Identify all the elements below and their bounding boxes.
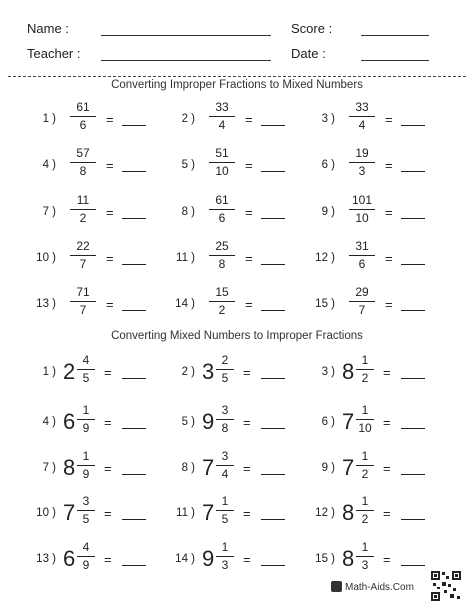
improper-fraction [207,146,237,179]
answer-blank[interactable] [122,519,146,520]
improper-fraction-problem [161,285,291,325]
denominator: 7 [79,257,87,271]
equals-sign: = [385,297,393,312]
denominator: 9 [82,421,90,435]
problem-number: 15 ) [315,298,335,310]
qr-code-icon [430,570,462,602]
denominator: 10 [215,164,229,178]
improper-fraction [347,193,377,226]
mixed-number-problem [161,449,291,489]
answer-blank[interactable] [401,565,425,566]
denominator: 9 [82,467,90,481]
denominator: 4 [358,118,366,132]
numerator: 57 [76,146,90,160]
equals-sign: = [106,297,114,312]
mixed-number-problem [301,494,431,534]
fraction-bar [77,465,95,466]
equals-sign: = [243,415,251,430]
problem-number: 11 ) [176,507,195,519]
fraction-bar [216,369,234,370]
proper-fraction [76,353,96,386]
numerator: 33 [215,100,229,114]
numerator: 33 [355,100,369,114]
fraction-bar [70,116,96,117]
answer-blank[interactable] [401,264,425,265]
improper-fraction-problem [301,146,431,186]
problem-number: 5 ) [181,416,195,428]
math-aids-logo-icon [331,581,342,592]
mixed-number-problem [22,540,152,580]
problem-number: 4 ) [42,416,56,428]
equals-sign: = [243,365,251,380]
answer-blank[interactable] [261,218,285,219]
fraction-bar [70,162,96,163]
problem-number: 7 ) [42,462,56,474]
section1-title: Converting Improper Fractions to Mixed Numbers [111,79,363,91]
whole-number: 8 [63,455,76,480]
numerator: 29 [355,285,369,299]
problem-number: 12 ) [315,507,335,519]
improper-fraction-problem [22,100,152,140]
denominator: 6 [358,257,366,271]
problem-number: 4 ) [42,159,56,171]
fraction-bar [349,209,375,210]
problem-number: 12 ) [315,252,335,264]
whole-number: 6 [63,546,76,571]
mixed-number-problem [301,540,431,580]
answer-blank[interactable] [401,474,425,475]
denominator: 5 [82,512,90,526]
improper-fraction-problem [301,100,431,140]
teacher-label: Teacher : [27,46,81,61]
fraction-bar [209,255,235,256]
whole-number: 7 [202,455,215,480]
equals-sign: = [104,461,112,476]
problem-number: 3 ) [321,113,335,125]
whole-number: 7 [342,455,355,480]
date-field[interactable] [361,60,429,61]
problem-number: 9 ) [321,462,335,474]
improper-fraction-problem [161,100,291,140]
numerator: 31 [355,239,369,253]
improper-fraction-problem [161,239,291,279]
fraction-bar [356,419,374,420]
answer-blank[interactable] [261,378,285,379]
answer-blank[interactable] [122,565,146,566]
fraction-bar [209,162,235,163]
problem-number: 3 ) [321,366,335,378]
equals-sign: = [243,552,251,567]
denominator: 4 [218,118,226,132]
denominator: 5 [82,371,90,385]
equals-sign: = [243,461,251,476]
problem-number: 2 ) [181,113,195,125]
denominator: 5 [221,371,229,385]
mixed-number-problem [22,353,152,393]
problem-number: 8 ) [181,206,195,218]
mixed-number-problem [22,403,152,443]
equals-sign: = [385,205,393,220]
mixed-number-problem [301,353,431,393]
fraction-bar [356,510,374,511]
improper-fraction [347,100,377,133]
improper-fraction [207,285,237,318]
equals-sign: = [245,112,253,127]
equals-sign: = [245,158,253,173]
improper-fraction [68,146,98,179]
numerator: 51 [215,146,229,160]
numerator: 22 [76,239,90,253]
mixed-number-problem [161,353,291,393]
numerator: 19 [355,146,369,160]
fraction-bar [209,301,235,302]
numerator: 1 [82,449,90,463]
mixed-number-problem [22,494,152,534]
improper-fraction [207,239,237,272]
answer-blank[interactable] [401,125,425,126]
problem-number: 15 ) [315,553,335,565]
answer-blank[interactable] [122,474,146,475]
equals-sign: = [245,205,253,220]
date-label: Date : [291,46,326,61]
whole-number: 8 [342,359,355,384]
name-label: Name : [27,21,69,36]
equals-sign: = [106,205,114,220]
denominator: 10 [358,421,372,435]
mixed-number-problem [22,449,152,489]
equals-sign: = [106,251,114,266]
problem-number: 8 ) [181,462,195,474]
equals-sign: = [243,506,251,521]
denominator: 4 [221,467,229,481]
answer-blank[interactable] [261,565,285,566]
answer-blank[interactable] [122,310,146,311]
whole-number: 8 [342,500,355,525]
fraction-bar [70,255,96,256]
fraction-bar [209,116,235,117]
denominator: 7 [358,303,366,317]
fraction-bar [356,465,374,466]
improper-fraction-problem [22,193,152,233]
proper-fraction [76,494,96,527]
proper-fraction [215,494,235,527]
numerator: 1 [221,494,229,508]
numerator: 15 [215,285,229,299]
whole-number: 9 [202,546,215,571]
improper-fraction-problem [301,285,431,325]
header-divider [8,76,466,77]
score-field[interactable] [361,35,429,36]
fraction-bar [70,301,96,302]
score-label: Score : [291,21,333,36]
problem-number: 10 ) [36,507,56,519]
problem-number: 6 ) [321,159,335,171]
mixed-number-problem [161,494,291,534]
denominator: 2 [361,512,369,526]
answer-blank[interactable] [261,519,285,520]
problem-number: 14 ) [175,298,195,310]
improper-fraction-problem [301,193,431,233]
numerator: 71 [76,285,90,299]
improper-fraction [207,100,237,133]
equals-sign: = [106,112,114,127]
equals-sign: = [383,365,391,380]
problem-number: 13 ) [36,298,56,310]
mixed-number-problem [161,540,291,580]
fraction-bar [349,255,375,256]
denominator: 2 [218,303,226,317]
numerator: 1 [361,494,369,508]
improper-fraction [68,239,98,272]
numerator: 3 [221,449,229,463]
denominator: 10 [355,211,369,225]
equals-sign: = [383,506,391,521]
equals-sign: = [383,461,391,476]
denominator: 6 [79,118,87,132]
answer-blank[interactable] [401,378,425,379]
fraction-bar [77,369,95,370]
denominator: 5 [221,512,229,526]
equals-sign: = [385,251,393,266]
answer-blank[interactable] [122,218,146,219]
proper-fraction [355,449,375,482]
fraction-bar [77,556,95,557]
answer-blank[interactable] [401,171,425,172]
problem-number: 2 ) [181,366,195,378]
equals-sign: = [104,415,112,430]
numerator: 1 [361,403,369,417]
numerator: 101 [351,193,373,207]
equals-sign: = [245,297,253,312]
improper-fraction-problem [161,146,291,186]
problem-number: 1 ) [42,366,56,378]
mixed-number-problem [301,403,431,443]
answer-blank[interactable] [122,125,146,126]
equals-sign: = [245,251,253,266]
answer-blank[interactable] [122,171,146,172]
denominator: 2 [79,211,87,225]
answer-blank[interactable] [401,519,425,520]
denominator: 2 [361,371,369,385]
fraction-bar [216,465,234,466]
fraction-bar [209,209,235,210]
answer-blank[interactable] [261,125,285,126]
fraction-bar [216,510,234,511]
problem-number: 7 ) [42,206,56,218]
footer-brand: Math-Aids.Com [345,582,414,593]
equals-sign: = [383,415,391,430]
improper-fraction [347,285,377,318]
equals-sign: = [385,158,393,173]
whole-number: 7 [202,500,215,525]
proper-fraction [215,449,235,482]
improper-fraction [347,146,377,179]
answer-blank[interactable] [122,378,146,379]
fraction-bar [349,116,375,117]
numerator: 2 [221,353,229,367]
numerator: 1 [361,353,369,367]
proper-fraction [355,540,375,573]
fraction-bar [216,556,234,557]
proper-fraction [76,449,96,482]
fraction-bar [70,209,96,210]
improper-fraction-problem [161,193,291,233]
equals-sign: = [106,158,114,173]
whole-number: 6 [63,409,76,434]
equals-sign: = [385,112,393,127]
proper-fraction [215,353,235,386]
whole-number: 3 [202,359,215,384]
whole-number: 8 [342,546,355,571]
answer-blank[interactable] [261,310,285,311]
fraction-bar [77,419,95,420]
proper-fraction [355,494,375,527]
proper-fraction [76,403,96,436]
improper-fraction-problem [22,285,152,325]
mixed-number-problem [301,449,431,489]
equals-sign: = [104,506,112,521]
answer-blank[interactable] [261,264,285,265]
answer-blank[interactable] [261,474,285,475]
improper-fraction-problem [22,239,152,279]
problem-number: 9 ) [321,206,335,218]
name-field[interactable] [101,35,271,36]
whole-number: 2 [63,359,76,384]
whole-number: 7 [342,409,355,434]
answer-blank[interactable] [122,264,146,265]
improper-fraction [68,193,98,226]
equals-sign: = [383,552,391,567]
whole-number: 9 [202,409,215,434]
denominator: 7 [79,303,87,317]
denominator: 3 [358,164,366,178]
denominator: 3 [221,558,229,572]
equals-sign: = [104,552,112,567]
fraction-bar [356,556,374,557]
numerator: 1 [221,540,229,554]
problem-number: 13 ) [36,553,56,565]
fraction-bar [216,419,234,420]
denominator: 6 [218,211,226,225]
fraction-bar [77,510,95,511]
improper-fraction-problem [301,239,431,279]
problem-number: 5 ) [181,159,195,171]
section2-title: Converting Mixed Numbers to Improper Fractions [111,330,363,342]
numerator: 1 [361,449,369,463]
numerator: 61 [76,100,90,114]
denominator: 8 [221,421,229,435]
problem-number: 6 ) [321,416,335,428]
fraction-bar [349,301,375,302]
numerator: 3 [221,403,229,417]
numerator: 1 [82,403,90,417]
numerator: 4 [82,353,90,367]
teacher-field[interactable] [101,60,271,61]
equals-sign: = [104,365,112,380]
improper-fraction-problem [22,146,152,186]
denominator: 2 [361,467,369,481]
denominator: 3 [361,558,369,572]
whole-number: 7 [63,500,76,525]
proper-fraction [355,353,375,386]
numerator: 61 [215,193,229,207]
numerator: 25 [215,239,229,253]
numerator: 3 [82,494,90,508]
improper-fraction [68,100,98,133]
proper-fraction [215,403,235,436]
mixed-number-problem [161,403,291,443]
proper-fraction [76,540,96,573]
problem-number: 10 ) [36,252,56,264]
answer-blank[interactable] [261,428,285,429]
answer-blank[interactable] [122,428,146,429]
fraction-bar [349,162,375,163]
answer-blank[interactable] [261,171,285,172]
problem-number: 11 ) [176,252,195,264]
numerator: 11 [76,193,90,207]
improper-fraction [347,239,377,272]
improper-fraction [68,285,98,318]
proper-fraction [355,403,375,436]
numerator: 1 [361,540,369,554]
denominator: 9 [82,558,90,572]
problem-number: 14 ) [175,553,195,565]
proper-fraction [215,540,235,573]
answer-blank[interactable] [401,428,425,429]
answer-blank[interactable] [401,310,425,311]
numerator: 4 [82,540,90,554]
denominator: 8 [218,257,226,271]
denominator: 8 [79,164,87,178]
improper-fraction [207,193,237,226]
problem-number: 1 ) [42,113,56,125]
answer-blank[interactable] [401,218,425,219]
fraction-bar [356,369,374,370]
